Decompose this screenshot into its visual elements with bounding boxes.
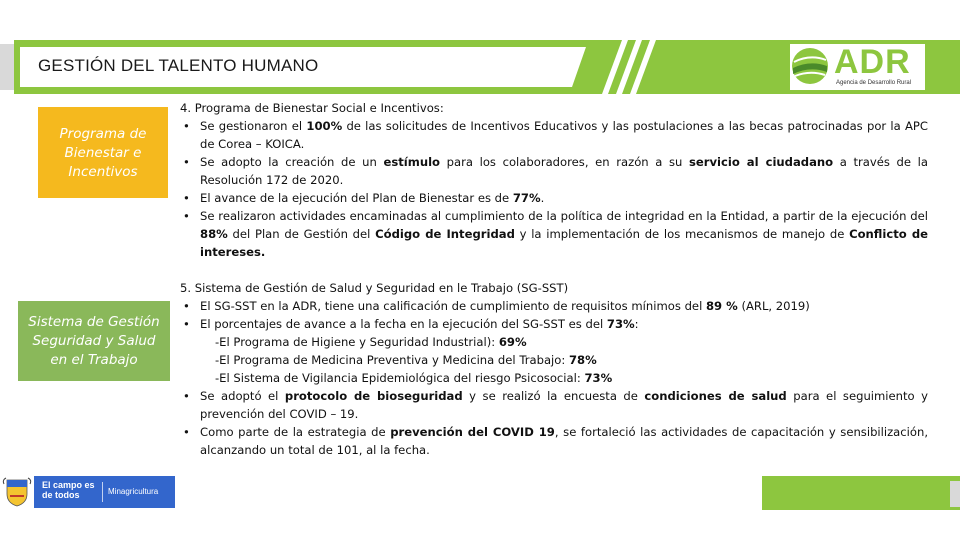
list-item: • Se adoptó el protocolo de bioseguridad y se realizó la encuesta de condiciones de salud para el seguimiento y prevención del COVID – 19.: [180, 387, 928, 423]
list-item: • Se adopto la creación de un estímulo para los colaboradores, en razón a su servicio al ciudadano a través de la Resolución 172 de 2020.: [180, 153, 928, 189]
list-item: • Se gestionaron el 100% de las solicitudes de Incentivos Educativos y las postulaciones a las becas patrocinadas por la APC de Corea – KOICA.: [180, 117, 928, 153]
label-bienestar: [38, 107, 168, 198]
label-sst: [18, 301, 170, 381]
page-title: GESTIÓN DEL TALENTO HUMANO: [38, 56, 319, 75]
sub-item: -El Programa de Higiene y Seguridad Industrial): 69%: [215, 335, 527, 349]
adr-logo-subtitle: Agencia de Desarrollo Rural: [836, 80, 912, 86]
label-sst-line: en el Trabajo: [50, 352, 138, 368]
label-sst-line: Sistema de Gestión: [28, 314, 160, 330]
section-title: 5. Sistema de Gestión de Salud y Seguridad en le Trabajo (SG-SST): [180, 281, 569, 295]
adr-logo: [790, 44, 925, 90]
sub-item: -El Programa de Medicina Preventiva y Medicina del Trabajo: 78%: [215, 353, 597, 367]
gov-slogan: El campo es de todos: [42, 480, 95, 500]
list-item: • El SG-SST en la ADR, tiene una calificación de cumplimiento de requisitos mínimos del 89 % (ARL, 2019): [180, 297, 928, 315]
header-grey-tab: [0, 44, 14, 90]
gov-banner: [34, 476, 175, 508]
adr-logo-icon: [790, 46, 830, 86]
label-bienestar-line: Programa de: [59, 126, 147, 142]
gov-divider: [102, 482, 103, 502]
section-bienestar: [180, 99, 928, 261]
footer-grey-tab: [950, 481, 960, 507]
label-sst-line: Seguridad y Salud: [32, 333, 156, 349]
label-bienestar-line: Incentivos: [68, 164, 138, 180]
list-item: • Se realizaron actividades encaminadas al cumplimiento de la política de integridad en la Entidad, a partir de la ejecución del 88% del Plan de Gestión del Código de Integridad y la implementación de los mecanismos de manejo de Conflicto de intereses.: [180, 207, 928, 261]
colombia-shield-icon: [2, 476, 32, 508]
gov-ministry: Minagricultura: [108, 487, 159, 496]
footer-green-band: [762, 476, 960, 510]
adr-logo-wordmark: ADR: [834, 43, 911, 81]
list-item: • El avance de la ejecución del Plan de Bienestar es de 77%.: [180, 189, 928, 207]
section-title: 4. Programa de Bienestar Social e Incentivos:: [180, 101, 444, 115]
list-item: • El porcentajes de avance a la fecha en la ejecución del SG-SST es del 73%:: [180, 315, 928, 333]
header-stripes: [572, 40, 682, 94]
gov-footer-logo: [0, 472, 176, 512]
sub-item: -El Sistema de Vigilancia Epidemiológica del riesgo Psicosocial: 73%: [215, 371, 613, 385]
list-item: • Como parte de la estrategia de prevención del COVID 19, se fortaleció las actividades de capacitación y sensibilización, alcanzando un total de 101, al la fecha.: [180, 423, 928, 459]
label-bienestar-line: Bienestar e: [64, 145, 142, 161]
section-sst: [180, 279, 928, 459]
